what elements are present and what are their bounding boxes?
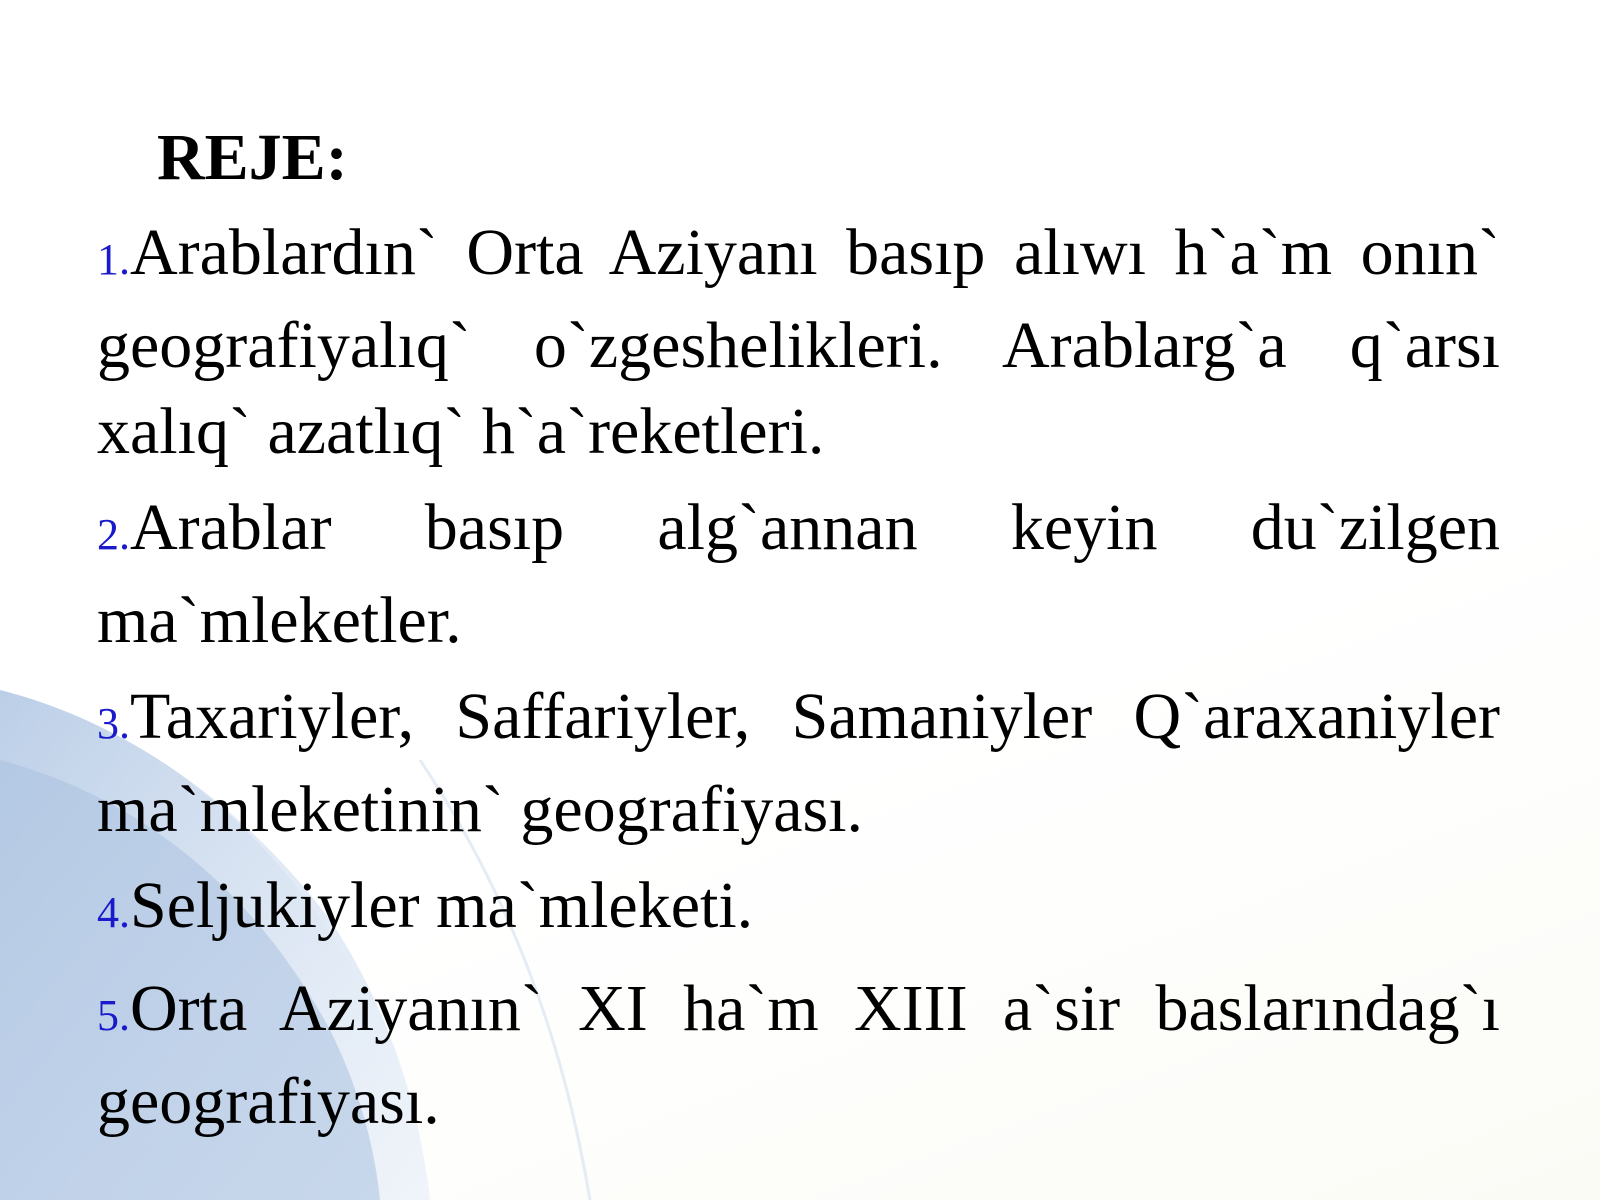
list-item-2: [97, 485, 1500, 664]
item-number: 3.: [97, 699, 130, 748]
content-area: [97, 118, 1500, 1155]
item-text: Taxariyler, Saffariyler, Samaniyler Q`araxaniyler ma`mleketinin` geografiyası.: [97, 680, 1500, 846]
slide-title: REJE:: [157, 121, 348, 194]
item-number: 5.: [97, 991, 130, 1040]
item-text: Arablar basıp alg`annan keyin du`zilgen ma`mleketler.: [97, 491, 1500, 657]
item-number: 2.: [97, 510, 130, 559]
item-number: 1.: [97, 235, 130, 284]
item-text: Orta Aziyanın` XI ha`m XIII a`sir baslarındag`ı geografiyası.: [97, 972, 1500, 1138]
item-text: Seljukiyler ma`mleketi.: [130, 869, 754, 942]
list-item-3: [97, 674, 1500, 853]
item-number: 4.: [97, 888, 130, 937]
item-text: Arablardın` Orta Aziyanı basıp alıwı h`a`m onın` geografiyalıq` o`zgeshelikleri. Arablarg`a q`arsı xalıq` azatlıq` h`a`reketleri.: [97, 216, 1500, 468]
list-item-5: [97, 966, 1500, 1145]
list-item-4: [97, 863, 1500, 956]
list-item-1: [97, 210, 1500, 475]
